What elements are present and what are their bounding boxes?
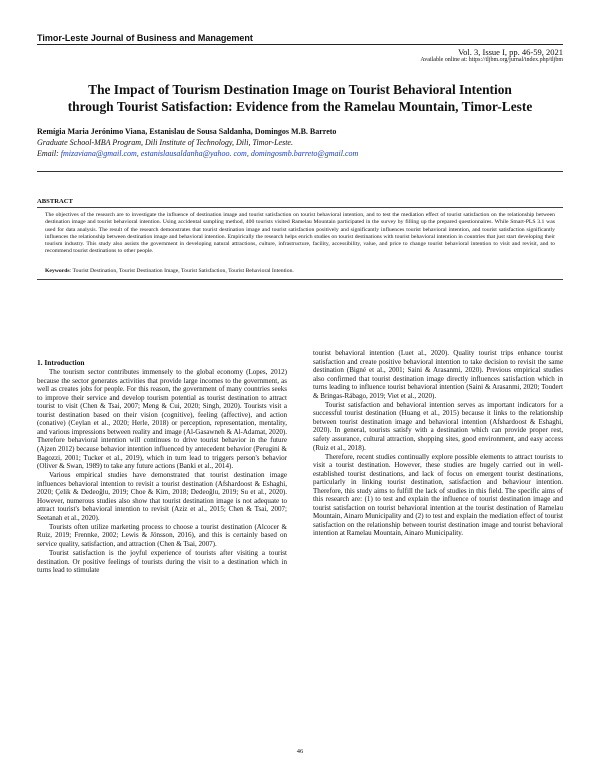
paragraph: tourist behavioral intention (Luet al., 2020). Quality tourist trips enhance tourist satisfaction and create positive behavioral intention to take decision to revisit the same destination (Bigné et al., 2001; Saini & Arasanmi, 2020). Previous empirical studies also confirmed that tourist destination image directly influences satisfaction which in turns leading to influence tourist behavioral intention (Saini & Arasanmi, 2020; Toudert & Bringas-Rábago, 2019; Viet et al., 2020). [313, 349, 563, 400]
email-links[interactable]: fmizaviana@gmail.com, estanislausaldanha@yahoo. com, domingosmb.barreto@gmail.com [60, 149, 359, 158]
authors: Remígia Maria Jerónimo Viana, Estanislau de Sousa Saldanha, Domingos M.B. Barreto [37, 127, 337, 136]
page-number: 46 [296, 748, 304, 755]
email-line [37, 149, 358, 158]
left-column [37, 359, 287, 575]
right-column [313, 349, 563, 538]
paragraph: Therefore, recent studies continually explore possible elements to attract tourists to visit a tourist destination. However, these studies are hugely carried out in well-established tourist destinations, and lack of focus on emergent tourist destinations, particularly in linking tourist destination, satisfaction and behaviour intention. Therefore, this study aims to fulfill the lack of studies in this field. The specific aims of this research are: (1) to test and explain the influence of tourist destination image and tourist satisfaction on tourist behavioral intention at the tourist destination of Ramelau Mountain, Ainaro Municipality and (2) to test and explain the mediation effect of tourist satisfaction on the relationship between tourist destination image and tourist behavioral intention at Ramelau Mountain, Ainaro Municipality. [313, 452, 563, 538]
keywords-label: Keywords [45, 268, 70, 274]
affiliation: Graduate School-MBA Program, Dili Institute of Technology, Dili, Timor-Leste. [37, 138, 293, 147]
paragraph: Various empirical studies have demonstrated that tourist destination image influences behavioral intention to revisit a tourist destination (Afshardoost & Eshaghi, 2020; Çelik & Dedeoğlu, 2019; Choe & Kim, 2018; Dedeoğlu, 2019; Su et al., 2020). However, numerous studies also show that tourist destination image is not adequate to attract tourist's behavioral intention to revisit (Aziz et al., 2015; Chen & Tsai, 2007; Seetanah et al., 2020). [37, 471, 287, 522]
paragraph: Tourist satisfaction is the joyful experience of tourists after visiting a tourist destination. Or positive feelings of tourists during the visit to a destination which in turns lead to stimulate [37, 549, 287, 575]
abstract-rule [37, 207, 563, 208]
abstract-text: The objectives of the research are to investigate the influence of destination image and tourist satisfaction on tourist behavioral intention, and to test the mediation effect of tourist satisfaction on the relationship between destination image and tourist behavioral intention. Using accidental sampling method, 400 tourists visited Ramelau Mountain participated in the survey by filling up the prepared questionnaires. While Smart-PLS 3.1 was used for data analysis. The result of the research demonstrates that tourist destination image and tourist satisfaction positively and significantly influences tourist behavioral intention, and tourist satisfaction significantly influences the relationship between destination image and behavioral intention. Empirically the research helps enrich studies on tourist destinations with tourist behavioral intention in countries that just start developing their tourism industry. This study also assists the government in developing natural attractions, culture, infrastructure, facility, accessibility, value, and price to change tourist behavioral intention to visit and revisit, and to recommend tourist destinations to other people. [45, 212, 555, 255]
keywords [45, 268, 294, 274]
section-heading: 1. Introduction [37, 358, 85, 367]
paragraph: Tourists often utilize marketing process to choose a tourist destination (Alcocer & Ruiz, 2019; Frennke, 2002; Lewis & Jönsson, 2016), and this is certainly based on service quality, satisfaction, and attraction (Chen & Tsai, 2007). [37, 522, 287, 548]
abstract-heading: ABSTRACT [37, 198, 73, 205]
availability-link[interactable]: Available online at: https://tljbm.org/jurnal/index.php/tljbm [420, 57, 563, 63]
section-divider [37, 171, 563, 172]
journal-name: Timor-Leste Journal of Business and Management [37, 33, 253, 43]
paper-title [46, 81, 554, 115]
paragraph: The tourism sector contributes immensely to the global economy (Lopes, 2012) because the sector generates activities that provide large incomes to the government, as well as creates jobs for people. For this reason, the government of many countries seeks to improve their service and develop tourism potential as tourist destination to attract tourist to visit (Chen & Tsai, 2007; Meng & Cui, 2020; Singh, 2020). Tourists visit a tourist destination based on their vision (cognitive), feeling (affective), and action (conative) (Ceylan et al., 2020; Herle, 2018) or perception, representation, mentality, and various impressions between reality and image (Al-Gasawneh & Al-Adamat, 2020). Therefore behavioral intention will continues to drive tourist behavior in the future (Ajzen 2012) because behavior intention influenced by antecedent behavior (Perugini & Bagozzi, 2001; Tucker et al., 2019), which in turn lead to triggers person's behavior (Oliver & Swan, 1989) to take any future actions (Banki et al., 2014). [37, 368, 287, 471]
volume-info: Vol. 3, Issue I, pp. 46-59, 2021 [458, 47, 563, 57]
title-line: through Tourist Satisfaction: Evidence from the Ramelau Mountain, Timor-Leste [67, 99, 533, 114]
keywords-rule [37, 279, 563, 280]
paragraph: Tourist satisfaction and behavioral intention serves as important indicators for a successful tourist destination (Huang et al., 2015) because it links to the relationship between tourist destination image and behavioral intention (Afshardoost & Eshaghi, 2020). In general, tourists satisfy with a destination which can provide proper rest, safety assurance, cultural attraction, shopping sites, good environment, and easy access (Ruiz et al., 2018). [313, 400, 563, 452]
keywords-list: : Tourist Destination, Tourist Destination Image, Tourist Satisfaction, Tourist Behavioral Intention. [69, 268, 294, 274]
email-label: Email: [37, 149, 59, 158]
header-rule [37, 44, 563, 45]
title-line: The Impact of Tourism Destination Image on Tourist Behavioral Intention [88, 82, 512, 97]
